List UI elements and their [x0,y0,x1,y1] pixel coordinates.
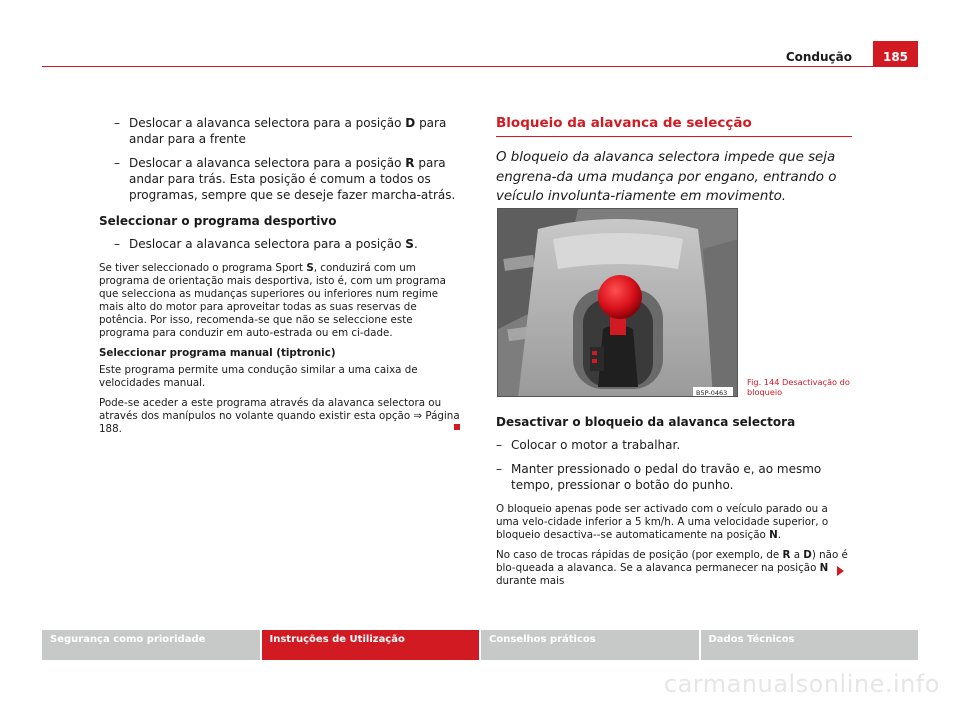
step-forward: – Deslocar a alavanca selectora para a posição D para andar para a frente [114,116,447,146]
manual-paragraph: Este programa permite uma condução similar a uma caixa de velocidades manual. [99,364,418,389]
left-column [99,115,464,443]
lock-paragraph-1: O bloqueio apenas pode ser activado com o veículo parado ou a uma velo-cidade inferior a 5 km/h. A uma velocidade superior, o bloqueio desactiva--se automaticamente na posição N. [496,503,829,541]
sport-heading: Seleccionar o programa desportivo [99,214,337,228]
manual-heading: Seleccionar programa manual (tiptronic) [99,347,336,359]
step-start-engine: – Colocar o motor a trabalhar. [496,438,681,452]
tab-technical-data[interactable]: Dados Técnicos [701,630,919,660]
tab-instructions[interactable]: Instruções de Utilização [262,630,480,660]
gear-lever-illustration [498,209,738,397]
access-paragraph: Pode-se aceder a este programa através da alavanca selectora ou através dos manípulos no volante quando existir esta opção ⇒ Página 188. [99,397,460,435]
figure-caption: Fig. 144 Desactivação do bloqueio [747,377,850,397]
step-sport: – Deslocar a alavanca selectora para a posição S. [114,237,418,251]
section-title: Condução [785,50,852,64]
page-number: 185 [873,41,918,67]
figure-code: B5P-0463 [696,389,728,397]
watermark: carmanualsonline.info [663,670,940,698]
right-column-lower [496,414,852,595]
continue-arrow-icon [837,566,844,576]
step-reverse: – Deslocar a alavanca selectora para a posição R para andar para trás. Esta posição é comum a todos os programas, sempre que se deseje fazer marcha-atrás. [114,156,456,202]
deactivate-heading: Desactivar o bloqueio da alavanca selectora [496,415,796,429]
lock-paragraph-2: No caso de trocas rápidas de posição (por exemplo, de R a D) não é blo-queada a alavanca. Se a alavanca permanecer na posição N durante mais [496,549,848,587]
gear-lever-photo [497,208,738,397]
header-rule [42,66,918,67]
footer-tabs [42,630,918,660]
lock-intro: O bloqueio da alavanca selectora impede que seja engrena-da uma mudança por engano, entrando o veículo involunta-riamente em movimento. [496,150,837,204]
step-press-brake: – Manter pressionado o pedal do travão e, ao mesmo tempo, pressionar o botão do punho. [496,462,822,492]
right-column [496,115,852,220]
section-end-marker [454,424,460,430]
lock-section-title: Bloqueio da alavanca de selecção [496,115,852,137]
tab-safety[interactable]: Segurança como prioridade [42,630,260,660]
sport-paragraph: Se tiver seleccionado o programa Sport S, conduzirá com um programa de orientação mais desportiva, isto é, com um programa que selecciona as mudanças superiores ou inferiores num regime mais alto do motor para aproveitar todas as suas reservas de potência. Por isso, recomenda-se que não se seleccione este programa para conduzir em auto-estrada ou em ci-dade. [99,262,446,339]
tab-practical-tips[interactable]: Conselhos práticos [481,630,699,660]
